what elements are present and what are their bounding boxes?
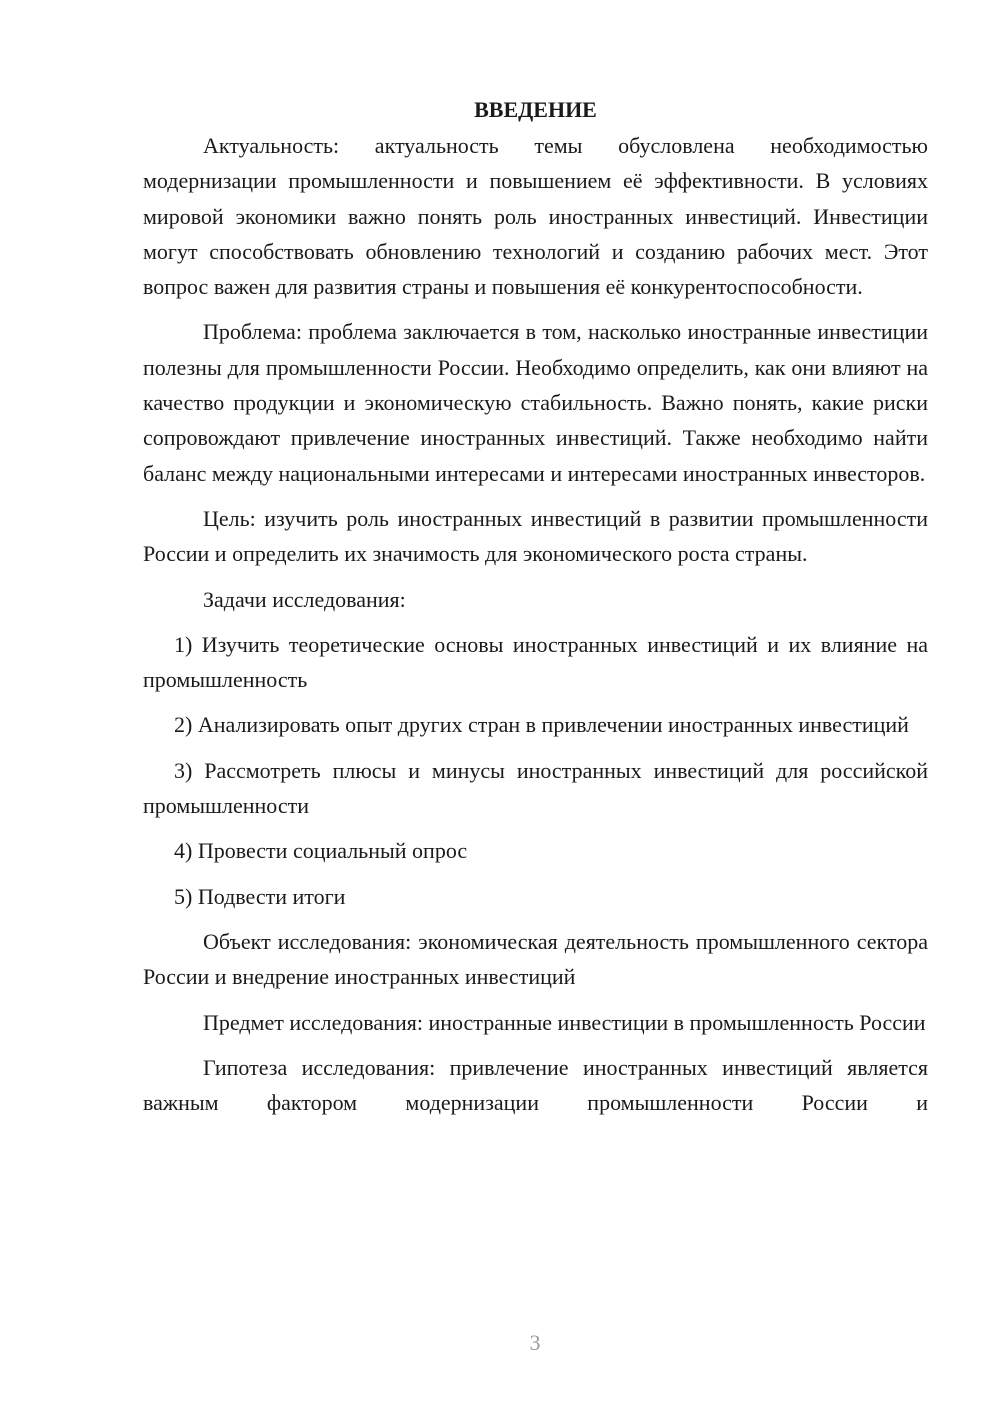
paragraph-relevance: Актуальность: актуальность темы обусловлена необходимостью модернизации промышленности и повышением её эффективности. В условиях мировой экономики важно понять роль иностранных инвестиций. Инвестиции могут способствовать обновлению технологий и созданию рабочих мест. Этот вопрос важен для развития страны и повышения её конкурентоспособности. bbox=[143, 133, 928, 300]
task-item-3: 3) Рассмотреть плюсы и минусы иностранных инвестиций для российской промышленности bbox=[143, 757, 928, 819]
page-number: 3 bbox=[529, 1330, 541, 1355]
paragraph-subject: Предмет исследования: иностранные инвестиции в промышленность России bbox=[203, 1009, 926, 1035]
paragraph-tasks-title: Задачи исследования: bbox=[203, 586, 406, 612]
task-item-5: 5) Подвести итоги bbox=[174, 883, 346, 909]
task-item-2: 2) Анализировать опыт других стран в привлечении иностранных инвестиций bbox=[174, 712, 909, 738]
paragraph-object: Объект исследования: экономическая деятельность промышленного сектора России и внедрение иностранных инвестиций bbox=[143, 928, 928, 990]
page-title: ВВЕДЕНИЕ bbox=[474, 97, 597, 122]
paragraph-goal: Цель: изучить роль иностранных инвестиций в развитии промышленности России и определить их значимость для экономического роста страны. bbox=[143, 505, 928, 567]
paragraph-hypothesis: Гипотеза исследования: привлечение иностранных инвестиций является важным фактором модернизации промышленности России и bbox=[143, 1054, 928, 1116]
paragraph-problem: Проблема: проблема заключается в том, насколько иностранные инвестиции полезны для промышленности России. Необходимо определить, как они влияют на качество продукции и экономическую стабильность. Важно понять, какие риски сопровождают привлечение иностранных инвестиций. Также необходимо найти баланс между национальными интересами и интересами иностранных инвесторов. bbox=[143, 319, 928, 486]
document-page bbox=[143, 92, 928, 1130]
task-item-4: 4) Провести социальный опрос bbox=[174, 838, 468, 864]
task-item-1: 1) Изучить теоретические основы иностранных инвестиций и их влияние на промышленность bbox=[143, 631, 928, 693]
